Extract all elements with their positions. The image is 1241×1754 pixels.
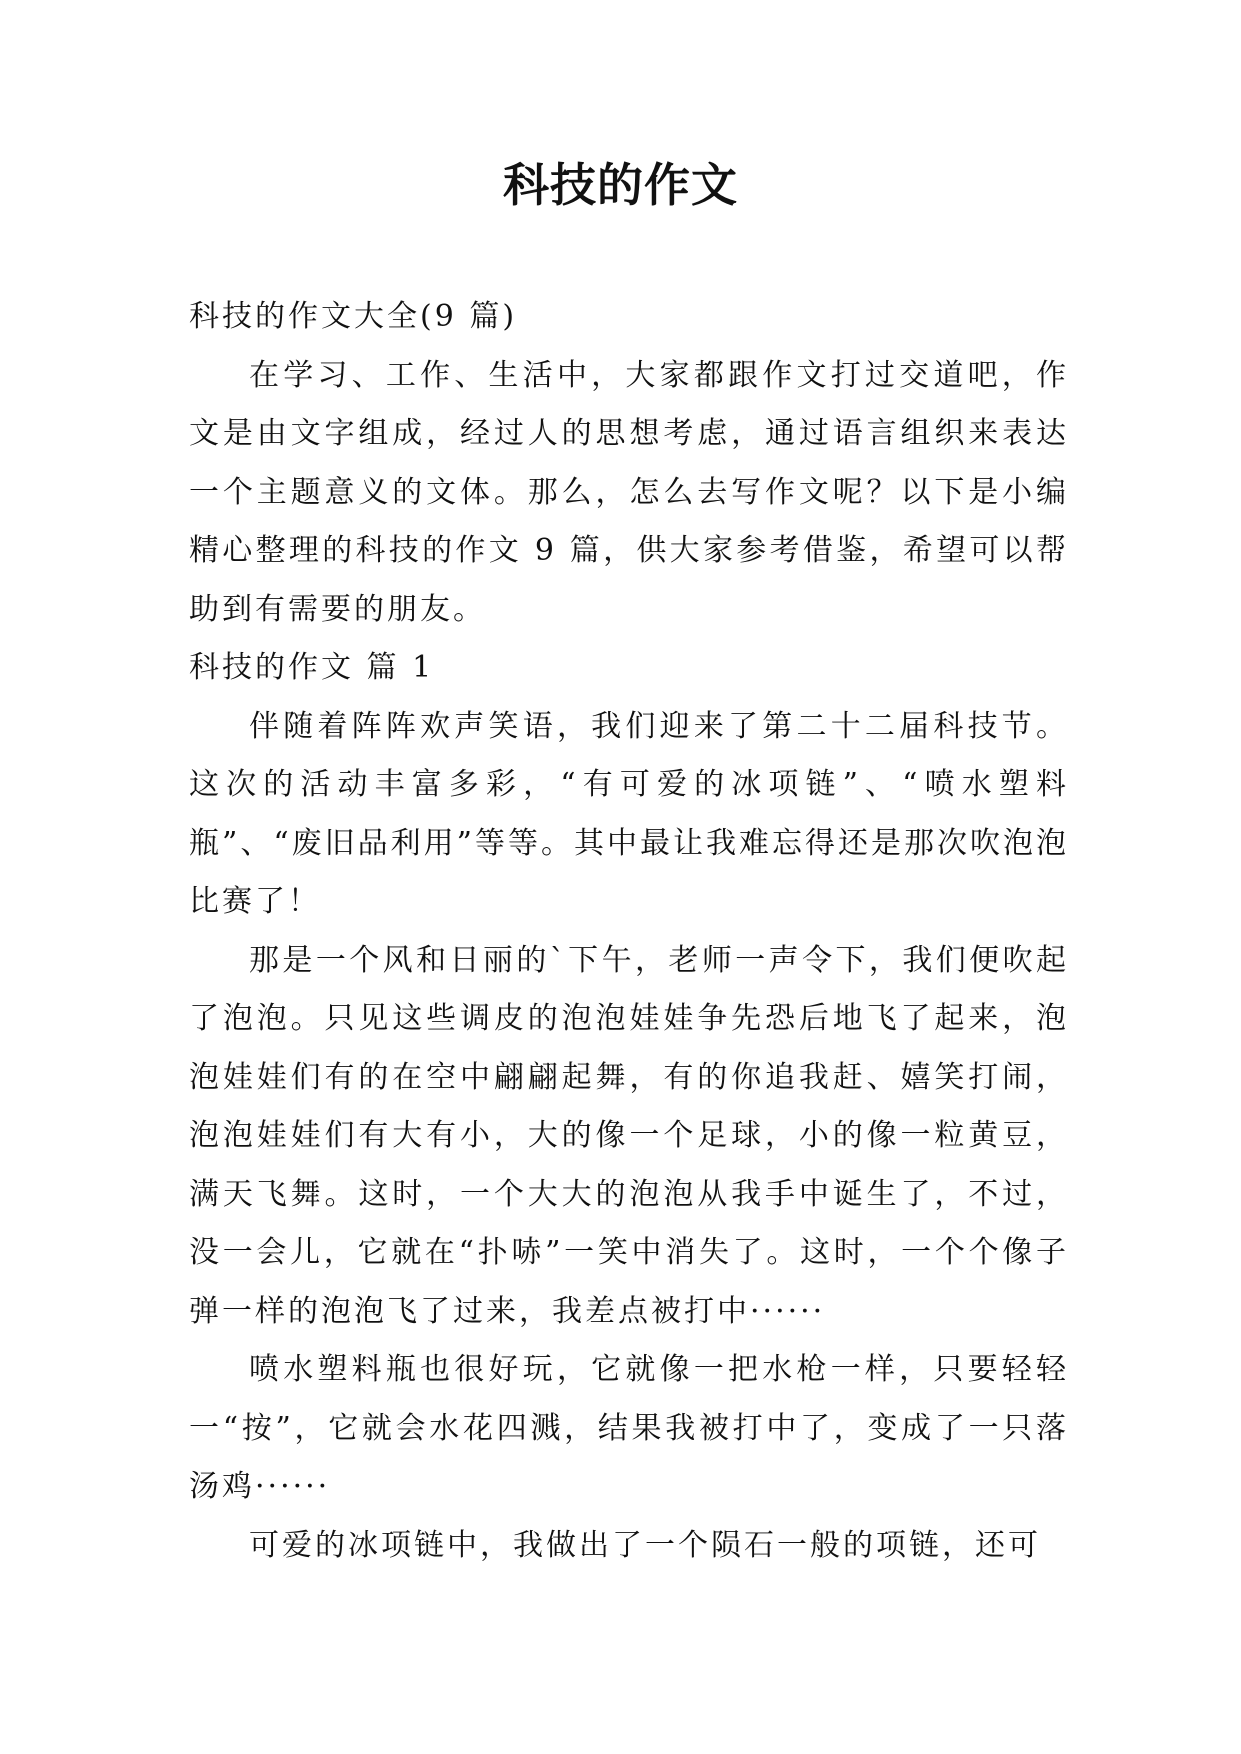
body-paragraph: 喷水塑料瓶也很好玩，它就像一把水枪一样，只要轻轻一“按”，它就会水花四溅，结果我被打中了，变成了一只落汤鸡······ <box>189 1352 1069 1504</box>
section-heading: 科技的作文 篇 1 <box>189 650 435 685</box>
intro-paragraph: 在学习、工作、生活中，大家都跟作文打过交道吧，作文是由文字组成，经过人的思想考虑，通过语言组织来表达一个主题意义的文体。那么，怎么去写作文呢？以下是小编精心整理的科技的作文 9 篇，供大家参考借鉴，希望可以帮助到有需要的朋友。 <box>189 357 1069 627</box>
body-paragraph: 可爱的冰项链中，我做出了一个陨石一般的项链，还可 <box>249 1527 1041 1563</box>
document-body <box>189 288 1069 1575</box>
body-paragraph: 那是一个风和日丽的`下午，老师一声令下，我们便吹起了泡泡。只见这些调皮的泡泡娃娃争先恐后地飞了起来，泡泡娃娃们有的在空中翩翩起舞，有的你追我赶、嬉笑打闹，泡泡娃娃们有大有小，大的像一个足球，小的像一粒黄豆，满天飞舞。这时，一个大大的泡泡从我手中诞生了，不过，没一会儿，它就在“扑哧”一笑中消失了。这时，一个个像子弹一样的泡泡飞了过来，我差点被打中······ <box>189 942 1069 1329</box>
body-paragraph: 伴随着阵阵欢声笑语，我们迎来了第二十二届科技节。这次的活动丰富多彩，“有可爱的冰项链”、“喷水塑料瓶”、“废旧品利用”等等。其中最让我难忘得还是那次吹泡泡比赛了！ <box>189 708 1070 919</box>
document-subtitle: 科技的作文大全(9 篇) <box>189 299 518 334</box>
document-title: 科技的作文 <box>503 158 738 212</box>
